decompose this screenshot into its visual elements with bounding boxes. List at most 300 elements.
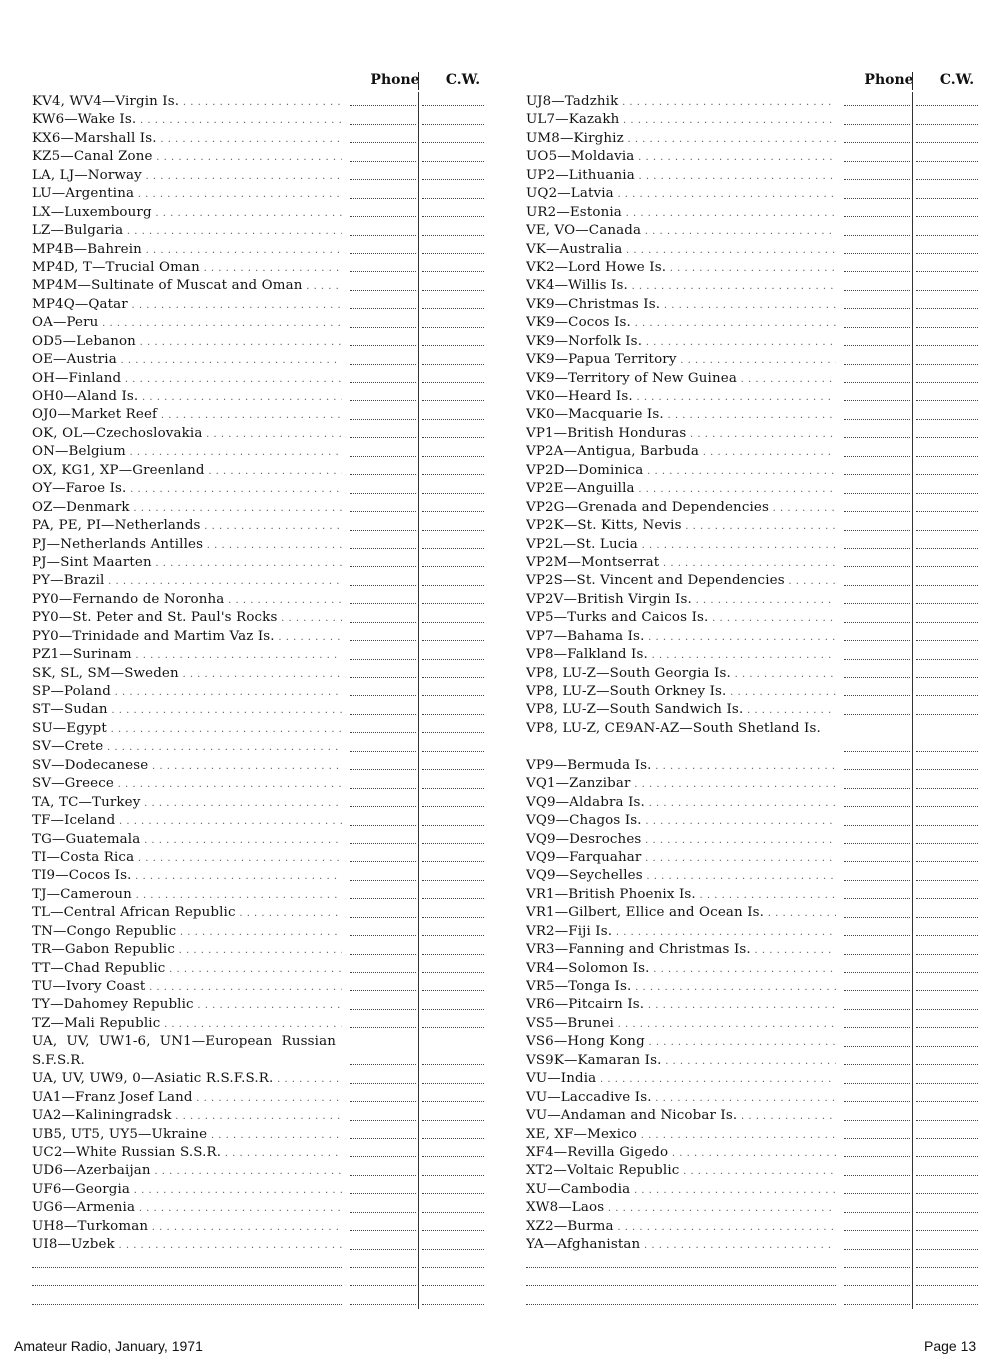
entry-label: VP2D—Dominica . . . <box>526 462 836 481</box>
cw-check-line <box>422 142 484 143</box>
entry-label: UG6—Armenia . . . <box>32 1199 342 1218</box>
column-divider <box>418 866 419 884</box>
list-item <box>526 461 996 479</box>
entry-label: ST—Sudan . . . <box>32 701 342 720</box>
list-item <box>32 313 502 331</box>
column-divider <box>912 590 913 608</box>
list-item <box>526 276 996 294</box>
column-divider <box>418 461 419 479</box>
entry-label: UL7—Kazakh . . . <box>526 111 836 130</box>
column-divider <box>912 608 913 626</box>
column-divider <box>912 1106 913 1124</box>
cw-check-line <box>422 843 484 844</box>
cw-check-line <box>422 548 484 549</box>
cw-check-line <box>422 437 484 438</box>
entry-label: VR1—Gilbert, Ellice and Ocean Is. . . . <box>526 904 836 923</box>
blank-entry-line <box>32 1290 502 1308</box>
phone-check-line <box>350 364 416 365</box>
list-item <box>32 793 502 811</box>
phone-check-line <box>350 917 416 918</box>
list-item <box>526 1032 996 1050</box>
column-divider <box>418 682 419 700</box>
phone-check-line <box>350 474 416 475</box>
entry-label: LU—Argentina . . . <box>32 185 342 204</box>
list-item <box>32 405 502 423</box>
entry-label: VP8, LU-Z—South Georgia Is. . . . <box>526 665 836 684</box>
phone-check-line <box>844 677 910 678</box>
list-item <box>32 221 502 239</box>
phone-check-line <box>350 456 416 457</box>
list-item <box>526 1088 996 1106</box>
phone-check-line <box>350 1009 416 1010</box>
cw-check-line <box>916 142 978 143</box>
list-item <box>32 147 502 165</box>
entry-label: OX, KG1, XP—Greenland . . . <box>32 462 342 481</box>
phone-check-line <box>844 1249 910 1250</box>
phone-check-line <box>350 105 416 106</box>
entry-label: KW6—Wake Is. . . . <box>32 111 342 130</box>
column-divider <box>912 1088 913 1106</box>
list-item <box>526 811 996 829</box>
cw-check-line <box>422 179 484 180</box>
right-column-header <box>526 70 996 92</box>
entry-label: TU—Ivory Coast . . . <box>32 978 342 997</box>
column-divider <box>912 221 913 239</box>
entry-label: PY0—St. Peter and St. Paul's Rocks . . . <box>32 609 342 628</box>
list-item <box>526 258 996 276</box>
phone-check-line <box>350 806 416 807</box>
phone-check-line <box>844 640 910 641</box>
phone-check-line <box>350 1027 416 1028</box>
column-divider <box>418 571 419 589</box>
cw-check-line <box>916 806 978 807</box>
entry-label: OY—Faroe Is. . . . <box>32 480 342 499</box>
entry-label: UA, UV, UW1-6, UN1—European Russian S.F.S.R. <box>32 1034 336 1068</box>
left-entry-list <box>32 92 502 1309</box>
cw-check-line <box>422 1230 484 1231</box>
phone-check-line <box>350 640 416 641</box>
phone-check-line <box>350 1267 416 1268</box>
column-divider <box>912 92 913 110</box>
phone-check-line <box>350 271 416 272</box>
entry-label: VQ9—Aldabra Is. . . . <box>526 794 836 813</box>
phone-check-line <box>844 825 910 826</box>
cw-check-line <box>422 1267 484 1268</box>
phone-check-line <box>350 1156 416 1157</box>
list-item <box>32 369 502 387</box>
cw-check-line <box>422 1138 484 1139</box>
entry-label: VK4—Willis Is. . . . <box>526 277 836 296</box>
cw-check-line <box>916 917 978 918</box>
list-item <box>32 774 502 792</box>
phone-check-line <box>350 308 416 309</box>
column-divider <box>418 553 419 571</box>
phone-check-line <box>844 1083 910 1084</box>
phone-check-line <box>350 345 416 346</box>
column-divider <box>418 276 419 294</box>
cw-check-line <box>422 161 484 162</box>
blank-entry-line <box>526 1272 996 1290</box>
list-item <box>32 166 502 184</box>
entry-label: UI8—Uzbek . . . <box>32 1236 342 1255</box>
cw-check-line <box>916 1083 978 1084</box>
entry-label: VP2E—Anguilla . . . <box>526 480 836 499</box>
column-divider <box>418 92 419 110</box>
column-divider <box>418 498 419 516</box>
phone-check-line <box>350 1230 416 1231</box>
entry-label: UA, UV, UW9, 0—Asiatic R.S.F.S.R. . . . <box>32 1070 342 1089</box>
cw-check-line <box>916 419 978 420</box>
column-divider <box>418 110 419 128</box>
cw-check-line <box>422 327 484 328</box>
list-item <box>526 479 996 497</box>
list-item <box>32 553 502 571</box>
cw-check-line <box>916 530 978 531</box>
list-item <box>32 387 502 405</box>
cw-check-line <box>422 474 484 475</box>
list-item <box>32 1069 502 1087</box>
column-divider <box>912 1161 913 1179</box>
entry-label: VK9—Papua Territory . . . <box>526 351 836 370</box>
cw-check-line <box>916 843 978 844</box>
phone-check-line <box>844 843 910 844</box>
column-divider <box>912 258 913 276</box>
cw-check-line <box>916 105 978 106</box>
list-item <box>32 811 502 829</box>
phone-check-line <box>350 861 416 862</box>
phone-check-line <box>350 769 416 770</box>
entry-label: VK2—Lord Howe Is. . . . <box>526 259 836 278</box>
list-item <box>32 1235 502 1253</box>
cw-check-line <box>916 437 978 438</box>
phone-check-line <box>844 1120 910 1121</box>
phone-check-line <box>844 1064 910 1065</box>
phone-check-line <box>350 1212 416 1213</box>
list-item <box>32 498 502 516</box>
list-item <box>32 848 502 866</box>
list-item <box>32 461 502 479</box>
column-divider <box>912 922 913 940</box>
list-item <box>32 535 502 553</box>
cw-check-line <box>916 603 978 604</box>
phone-check-line <box>350 1193 416 1194</box>
blank-entry-line <box>32 1272 502 1290</box>
column-divider <box>912 1254 913 1272</box>
column-divider <box>912 664 913 682</box>
phone-check-line <box>844 400 910 401</box>
list-item <box>526 590 996 608</box>
column-divider <box>912 866 913 884</box>
entry-label: MP4D, T—Trucial Oman . . . <box>32 259 342 278</box>
cw-check-line <box>916 898 978 899</box>
entry-label: OK, OL—Czechoslovakia . . . <box>32 425 342 444</box>
entry-label: VS9K—Kamaran Is. . . . <box>526 1052 836 1071</box>
phone-check-line <box>350 1138 416 1139</box>
list-item <box>526 387 996 405</box>
blank-name-line <box>526 1267 836 1268</box>
list-item <box>32 830 502 848</box>
list-item <box>32 258 502 276</box>
column-divider <box>418 1125 419 1143</box>
cw-check-line <box>422 511 484 512</box>
list-item <box>526 977 996 995</box>
phone-check-line <box>844 161 910 162</box>
list-item <box>32 350 502 368</box>
cw-check-line <box>422 585 484 586</box>
column-divider <box>912 461 913 479</box>
phone-check-line <box>844 1156 910 1157</box>
entry-label: VS5—Brunei . . . <box>526 1015 836 1034</box>
list-item <box>32 1014 502 1032</box>
column-divider <box>418 295 419 313</box>
phone-check-line <box>844 308 910 309</box>
column-divider <box>912 1014 913 1032</box>
blank-entry-line <box>526 1254 996 1272</box>
phone-check-line <box>844 1285 910 1286</box>
cw-check-line <box>422 751 484 752</box>
cw-check-line <box>916 1249 978 1250</box>
column-divider <box>912 645 913 663</box>
list-item <box>526 129 996 147</box>
entry-label: OJ0—Market Reef . . . <box>32 406 342 425</box>
list-item <box>32 1125 502 1143</box>
column-divider <box>912 830 913 848</box>
phone-header: Phone <box>370 72 420 88</box>
cw-check-line <box>916 548 978 549</box>
entry-label: KV4, WV4—Virgin Is. . . . <box>32 93 342 112</box>
cw-check-line <box>422 659 484 660</box>
entry-label: MP4Q—Qatar . . . <box>32 296 342 315</box>
entry-label: TF—Iceland . . . <box>32 812 342 831</box>
phone-check-line <box>350 1249 416 1250</box>
entry-label: SK, SL, SM—Sweden . . . <box>32 665 342 684</box>
entry-label: VU—Laccadive Is. . . . <box>526 1089 836 1108</box>
list-item <box>32 940 502 958</box>
phone-check-line <box>844 1267 910 1268</box>
phone-check-line <box>350 382 416 383</box>
cw-check-line <box>916 124 978 125</box>
cw-check-line <box>422 677 484 678</box>
entry-label: VP8, LU-Z, CE9AN-AZ—South Shetland Is. <box>526 720 821 736</box>
cw-check-line <box>916 271 978 272</box>
list-item <box>32 1161 502 1179</box>
column-divider <box>418 240 419 258</box>
cw-check-line <box>916 825 978 826</box>
phone-check-line <box>350 990 416 991</box>
list-item <box>526 885 996 903</box>
cw-check-line <box>422 382 484 383</box>
phone-check-line <box>350 437 416 438</box>
entry-label: VP8, LU-Z—South Orkney Is. . . . <box>526 683 836 702</box>
entry-label: VR2—Fiji Is. . . . <box>526 923 836 942</box>
cw-check-line <box>916 935 978 936</box>
cw-check-line <box>916 1193 978 1194</box>
column-divider <box>418 1290 419 1308</box>
phone-check-line <box>844 548 910 549</box>
column-divider <box>912 1125 913 1143</box>
list-item <box>32 608 502 626</box>
phone-check-line <box>844 880 910 881</box>
entry-label: VP2G—Grenada and Dependencies . . . <box>526 499 836 518</box>
phone-check-line <box>844 1304 910 1305</box>
cw-check-line <box>916 198 978 199</box>
column-divider <box>418 221 419 239</box>
cw-check-line <box>422 566 484 567</box>
entry-label: VR4—Solomon Is. . . . <box>526 960 836 979</box>
list-item <box>526 682 996 700</box>
list-item <box>32 479 502 497</box>
entry-label: LA, LJ—Norway . . . <box>32 167 342 186</box>
cw-check-line <box>916 640 978 641</box>
phone-check-line <box>844 585 910 586</box>
list-item <box>526 295 996 313</box>
column-divider <box>912 405 913 423</box>
cw-check-line <box>916 1064 978 1065</box>
cw-check-line <box>916 216 978 217</box>
list-item <box>32 903 502 921</box>
column-divider <box>418 258 419 276</box>
cw-check-line <box>422 530 484 531</box>
phone-check-line <box>350 695 416 696</box>
entry-label: UA2—Kaliningradsk . . . <box>32 1107 342 1126</box>
entry-label: VP8, LU-Z—South Sandwich Is. . . . <box>526 701 836 720</box>
list-item <box>526 221 996 239</box>
column-divider <box>912 387 913 405</box>
entry-label: KZ5—Canal Zone . . . <box>32 148 342 167</box>
entry-label: VP2K—St. Kitts, Nevis . . . <box>526 517 836 536</box>
entry-label: LZ—Bulgaria . . . <box>32 222 342 241</box>
phone-check-line <box>844 659 910 660</box>
list-item <box>526 405 996 423</box>
list-item <box>32 1106 502 1124</box>
list-item <box>32 332 502 350</box>
column-divider <box>418 1235 419 1253</box>
list-item <box>526 1143 996 1161</box>
list-item <box>526 535 996 553</box>
cw-check-line <box>916 364 978 365</box>
column-divider <box>418 922 419 940</box>
list-item <box>526 664 996 682</box>
column-divider <box>912 424 913 442</box>
entry-label: VK9—Christmas Is. . . . <box>526 296 836 315</box>
column-divider <box>912 571 913 589</box>
column-divider <box>912 848 913 866</box>
cw-check-line <box>916 345 978 346</box>
entry-label: VK0—Heard Is. . . . <box>526 388 836 407</box>
right-entry-list <box>526 92 996 1309</box>
phone-check-line <box>350 972 416 973</box>
list-item <box>526 369 996 387</box>
column-divider <box>912 1143 913 1161</box>
phone-check-line <box>350 1304 416 1305</box>
cw-check-line <box>916 1138 978 1139</box>
list-item <box>526 1014 996 1032</box>
left-column-header <box>32 70 502 92</box>
entry-label: VK—Australia . . . <box>526 241 836 260</box>
cw-header: C.W. <box>939 72 975 88</box>
cw-check-line <box>422 1156 484 1157</box>
phone-check-line <box>844 806 910 807</box>
phone-check-line <box>844 788 910 789</box>
column-divider <box>418 1106 419 1124</box>
phone-check-line <box>350 400 416 401</box>
phone-check-line <box>350 1064 416 1065</box>
entry-label: YA—Afghanistan . . . <box>526 1236 836 1255</box>
entry-label: VR5—Tonga Is. . . . <box>526 978 836 997</box>
list-item <box>32 1217 502 1235</box>
entry-label: XF4—Revilla Gigedo . . . <box>526 1144 836 1163</box>
column-divider <box>912 332 913 350</box>
column-divider <box>912 1180 913 1198</box>
list-item <box>526 774 996 792</box>
entry-label: TI9—Cocos Is. . . . <box>32 867 342 886</box>
entry-label: VQ1—Zanzibar . . . <box>526 775 836 794</box>
phone-check-line <box>350 898 416 899</box>
list-item <box>526 571 996 589</box>
cw-check-line <box>422 290 484 291</box>
column-divider <box>418 774 419 792</box>
phone-check-line <box>844 327 910 328</box>
column-divider <box>912 184 913 202</box>
entry-label: UB5, UT5, UY5—Ukraine . . . <box>32 1126 342 1145</box>
entry-label: TY—Dahomey Republic . . . <box>32 996 342 1015</box>
phone-check-line <box>844 437 910 438</box>
entry-label: VP7—Bahama Is. . . . <box>526 628 836 647</box>
list-item <box>526 1125 996 1143</box>
list-item <box>526 903 996 921</box>
column-divider <box>418 479 419 497</box>
column-divider <box>912 885 913 903</box>
column-divider <box>912 535 913 553</box>
cw-check-line <box>422 732 484 733</box>
column-divider <box>912 110 913 128</box>
list-item <box>32 959 502 977</box>
phone-check-line <box>844 898 910 899</box>
column-divider <box>418 627 419 645</box>
list-item <box>526 719 996 756</box>
entry-label: VP5—Turks and Caicos Is. . . . <box>526 609 836 628</box>
column-divider <box>418 940 419 958</box>
cw-check-line <box>422 1009 484 1010</box>
right-column <box>526 70 996 1309</box>
column-divider <box>418 977 419 995</box>
entry-label: PJ—Sint Maarten . . . <box>32 554 342 573</box>
entry-label: SV—Crete . . . <box>32 738 342 757</box>
cw-check-line <box>916 1212 978 1213</box>
cw-check-line <box>916 327 978 328</box>
entry-label: VK9—Cocos Is. . . . <box>526 314 836 333</box>
phone-check-line <box>350 290 416 291</box>
entry-label: UA1—Franz Josef Land . . . <box>32 1089 342 1108</box>
list-item <box>526 940 996 958</box>
column-divider <box>912 147 913 165</box>
list-item <box>526 700 996 718</box>
cw-check-line <box>422 235 484 236</box>
entry-label: VR1—British Phoenix Is. . . . <box>526 886 836 905</box>
entry-label: UP2—Lithuania . . . <box>526 167 836 186</box>
list-item <box>32 627 502 645</box>
entry-label: SU—Egypt . . . <box>32 720 342 739</box>
blank-entry-line <box>32 1254 502 1272</box>
phone-check-line <box>844 456 910 457</box>
phone-check-line <box>350 511 416 512</box>
column-divider <box>418 664 419 682</box>
phone-check-line <box>844 861 910 862</box>
cw-check-line <box>422 714 484 715</box>
list-item <box>526 442 996 460</box>
cw-check-line <box>916 179 978 180</box>
phone-check-line <box>844 364 910 365</box>
